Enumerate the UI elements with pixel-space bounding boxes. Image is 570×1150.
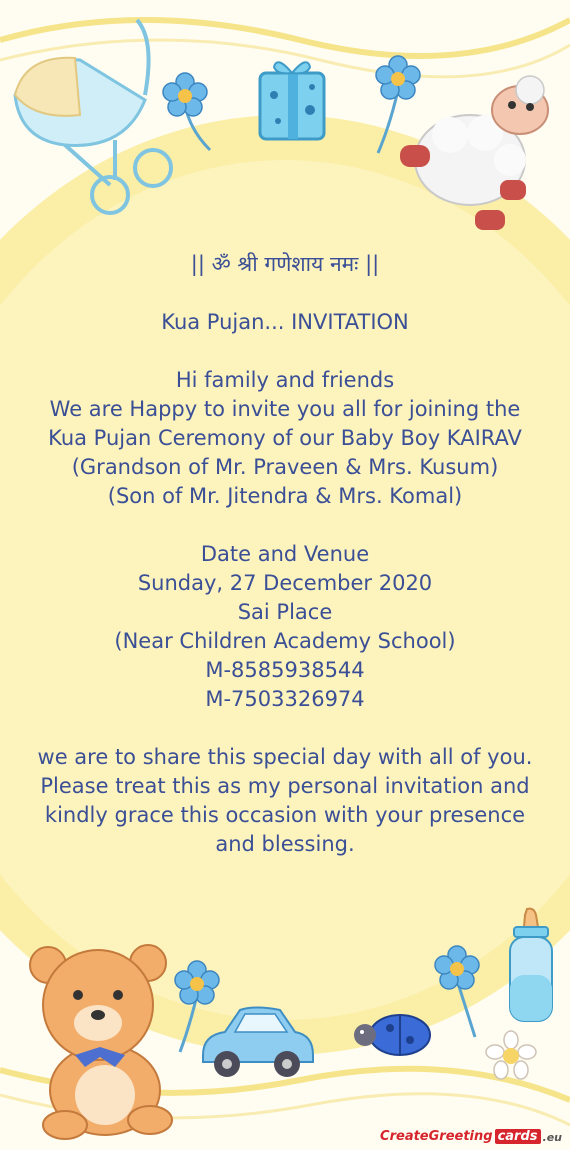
- invitation-line: [30, 511, 540, 540]
- invitation-line: [30, 279, 540, 308]
- teddy-bear-icon: [20, 935, 185, 1140]
- invitation-line: Hi family and friends: [175, 368, 395, 392]
- logo-tld: .eu: [542, 1131, 562, 1144]
- invitation-line: we are to share this special day with all of you.: [37, 745, 533, 769]
- invitation-line: M-7503326974: [205, 687, 365, 711]
- invitation-line: [30, 714, 540, 743]
- logo-brand: CreateGreeting: [380, 1129, 493, 1144]
- invitation-text: [30, 250, 540, 859]
- gift-box-icon: [252, 55, 332, 143]
- logo-cards: cards: [495, 1129, 541, 1144]
- flower-icon: [155, 70, 220, 160]
- invitation-line: [30, 337, 540, 366]
- invitation-line: M-8585938544: [205, 658, 365, 682]
- flower-icon: [425, 945, 490, 1040]
- ladybug-icon: [345, 1010, 435, 1060]
- invitation-line: (Son of Mr. Jitendra & Mrs. Komal): [107, 484, 463, 508]
- sheep-icon: [390, 65, 565, 240]
- invitation-line: Sai Place: [237, 600, 333, 624]
- invitation-line: Kua Pujan... INVITATION: [161, 310, 409, 334]
- invitation-line: (Near Children Academy School): [114, 629, 456, 653]
- invitation-line: (Grandson of Mr. Praveen & Mrs. Kusum): [71, 455, 499, 479]
- invitation-line: Please treat this as my personal invitation and kindly grace this occasion with your presence and blessing.: [40, 774, 530, 856]
- invitation-line: We are Happy to invite you all for joining the Kua Pujan Ceremony of our Baby Boy KAIRAV: [48, 397, 522, 450]
- baby-bottle-icon: [500, 905, 562, 1025]
- invitation-line: Date and Venue: [200, 542, 370, 566]
- toy-car-icon: [195, 1000, 320, 1085]
- invitation-line: Sunday, 27 December 2020: [137, 571, 433, 595]
- daisy-icon: [485, 1030, 537, 1082]
- invitation-line: || ॐ श्री गणेशाय नमः ||: [190, 252, 380, 276]
- create-greeting-cards-logo[interactable]: [380, 1129, 562, 1144]
